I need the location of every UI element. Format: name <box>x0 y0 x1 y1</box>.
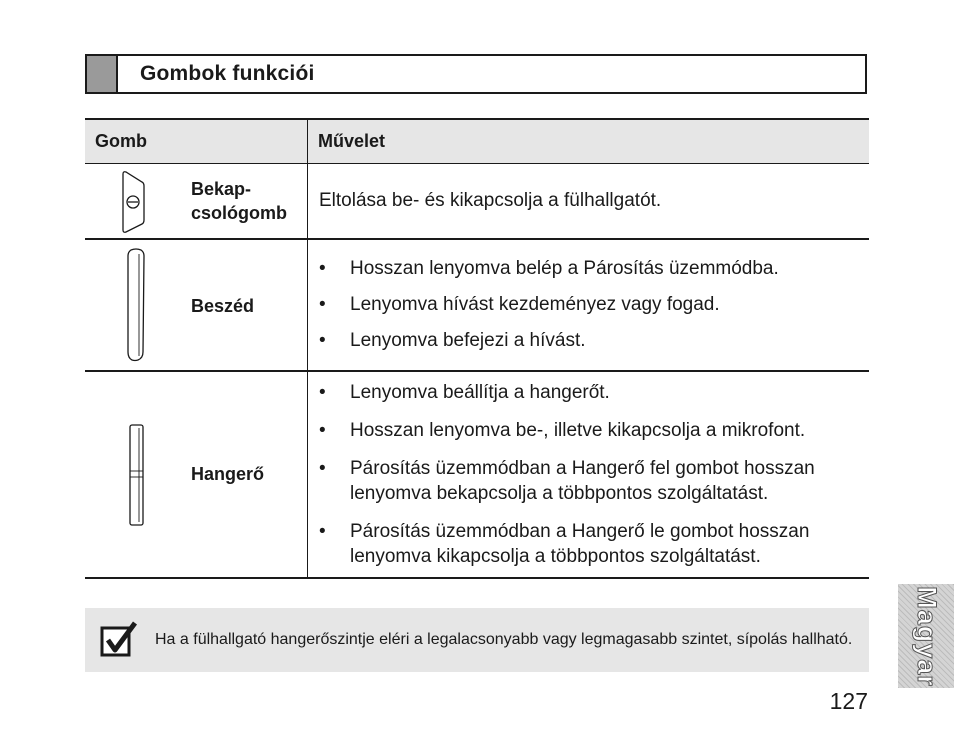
action-cell <box>308 164 870 239</box>
header-button: Gomb <box>85 119 308 164</box>
volume-button-icon <box>128 424 146 526</box>
note-box <box>85 608 869 672</box>
list-item: • Lenyomva hívást kezdeményez vagy fogad. <box>319 294 720 315</box>
note-text: Ha a fülhallgató hangerőszintje eléri a legalacsonyabb vagy legmagasabb szintet, sípolás hallható. <box>155 631 853 648</box>
talk-button-icon <box>125 248 147 362</box>
bullet: • <box>319 330 326 351</box>
checkbox-check-icon <box>99 620 139 660</box>
list-item: • Lenyomva befejezi a hívást. <box>319 330 586 351</box>
table-row <box>85 164 869 239</box>
button-functions-table <box>85 118 869 579</box>
button-cell <box>85 239 308 371</box>
list-item: • Hosszan lenyomva belép a Párosítás üzemmódba. <box>319 258 779 279</box>
action-cell <box>308 239 870 371</box>
list-item: • Hosszan lenyomva be-, illetve kikapcsolja a mikrofont. <box>319 419 806 441</box>
action-list <box>319 256 869 353</box>
section-marker <box>87 56 118 92</box>
button-name: Hangerő <box>191 463 265 484</box>
bullet: • <box>319 419 326 441</box>
button-cell <box>85 164 308 239</box>
button-cell <box>85 371 308 578</box>
list-item: • Lenyomva beállítja a hangerőt. <box>319 381 610 403</box>
button-name: Beszéd <box>191 295 255 316</box>
table-row <box>85 239 869 371</box>
table-header-row <box>85 119 869 164</box>
header-action: Művelet <box>308 119 870 164</box>
list-item: • Párosítás üzemmódban a Hangerő fel gombot hosszan lenyomva bekapcsolja a többpontos szolgáltatást. <box>319 457 815 504</box>
section-title: Gombok funkciói <box>140 62 315 85</box>
table-row <box>85 371 869 578</box>
list-item: • Párosítás üzemmódban a Hangerő le gombot hosszan lenyomva kikapcsolja a többpontos szolgáltatást. <box>319 520 810 567</box>
action-list <box>319 380 869 569</box>
language-label: Magyar <box>911 585 942 687</box>
bullet: • <box>319 258 326 279</box>
section-header <box>85 54 867 94</box>
bullet: • <box>319 457 326 479</box>
bullet: • <box>319 294 326 315</box>
language-tab <box>898 584 954 688</box>
action-text: Eltolása be- és kikapcsolja a fülhallgatót. <box>319 189 662 211</box>
action-cell <box>308 371 870 578</box>
bullet: • <box>319 520 326 542</box>
bullet: • <box>319 381 326 403</box>
power-switch-icon <box>120 170 146 234</box>
button-name: Bekap- csológomb <box>191 179 288 223</box>
page-number: 127 <box>829 688 868 714</box>
